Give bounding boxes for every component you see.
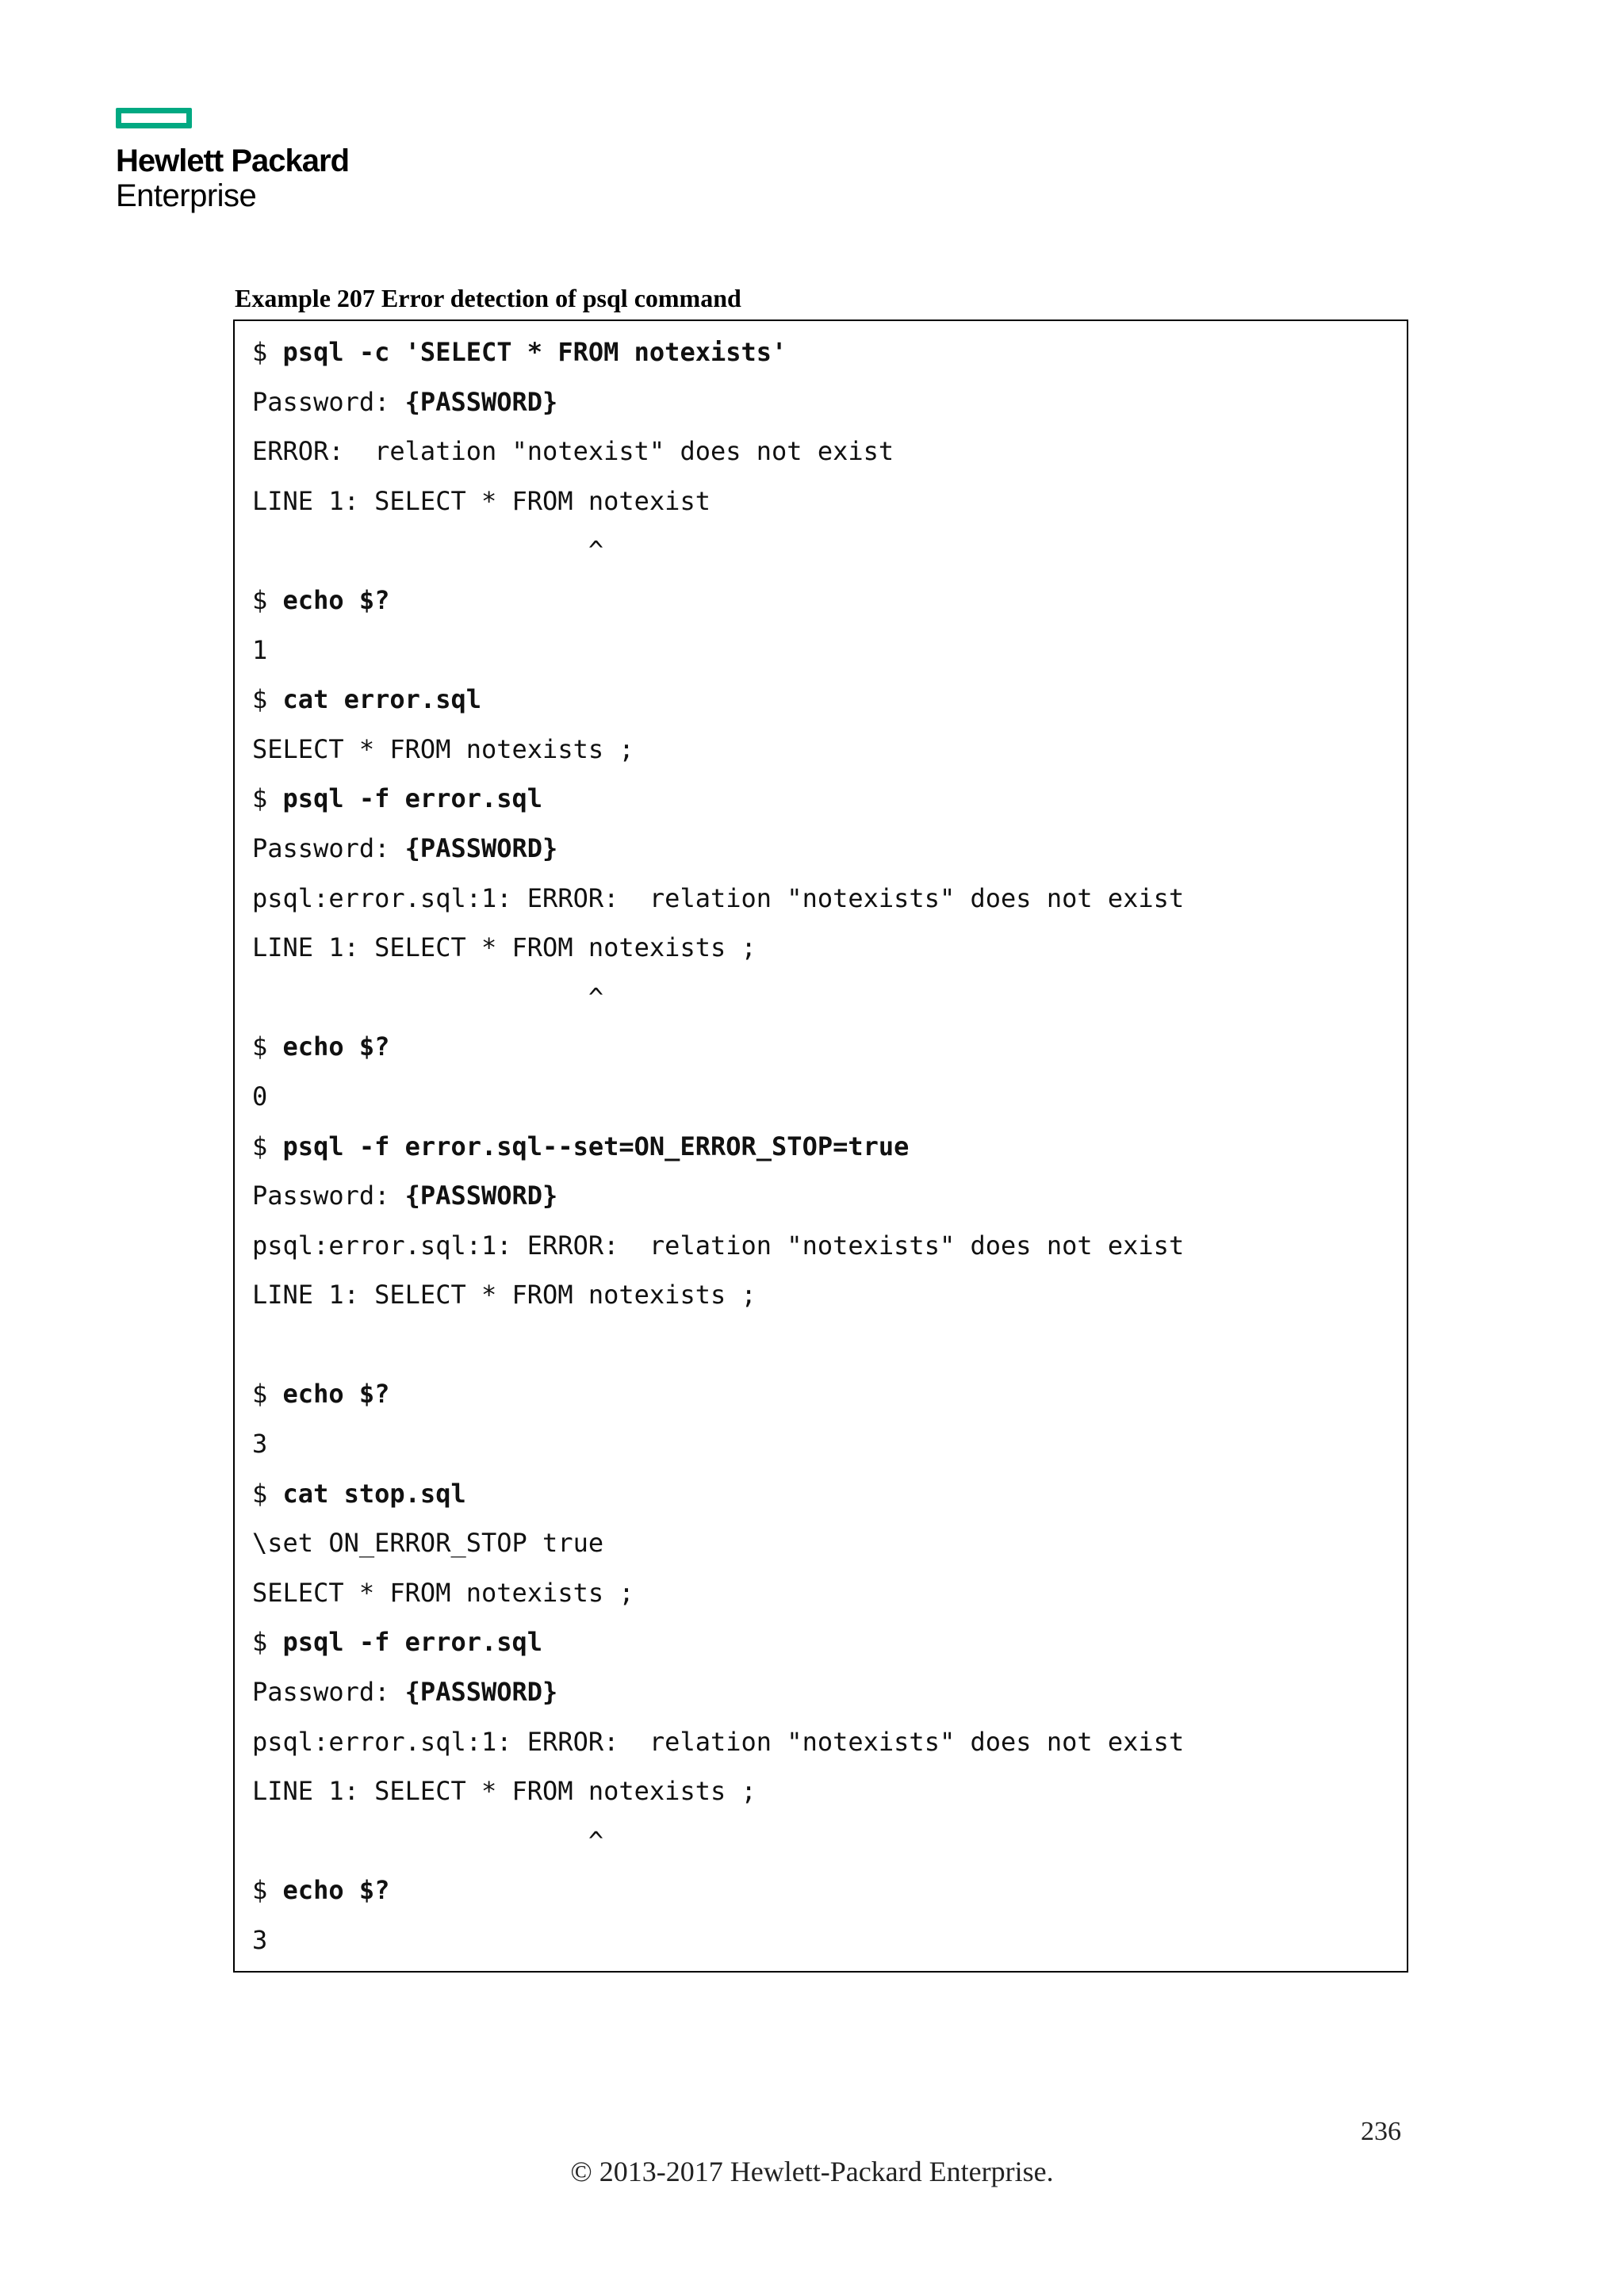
code-line xyxy=(252,427,1407,476)
code-line xyxy=(252,923,1407,973)
code-line-text: 1 xyxy=(252,634,268,665)
code-line xyxy=(252,1022,1407,1072)
logo-text-line1: Hewlett Packard xyxy=(116,144,350,178)
code-line xyxy=(252,1320,1407,1370)
code-line-text: $ xyxy=(252,337,283,367)
code-line xyxy=(252,1270,1407,1320)
code-line-text: Password: xyxy=(252,1677,405,1708)
code-line xyxy=(252,327,1407,377)
code-line xyxy=(252,1369,1407,1419)
code-line-command: cat stop.sql xyxy=(282,1478,466,1509)
code-line-text: \set ON_ERROR_STOP true xyxy=(252,1528,604,1559)
code-line-command: {PASSWORD} xyxy=(404,1181,558,1211)
code-line-text: Password: xyxy=(252,832,405,863)
example-caption: Example 207 Error detection of psql command xyxy=(235,284,741,312)
hpe-logo xyxy=(116,108,370,212)
code-line xyxy=(252,1717,1407,1767)
code-line-command: echo $? xyxy=(282,1379,390,1410)
code-line xyxy=(252,973,1407,1023)
copyright-notice: © 2013-2017 Hewlett-Packard Enterprise. xyxy=(570,2156,1054,2187)
code-line xyxy=(252,1766,1407,1816)
code-line xyxy=(252,1617,1407,1667)
code-block xyxy=(233,320,1408,1973)
code-line-text: SELECT * FROM notexists ; xyxy=(252,733,634,764)
code-line-text: $ xyxy=(252,1627,283,1658)
code-line-text: $ xyxy=(252,684,283,715)
code-line-text: $ xyxy=(252,1379,283,1410)
code-line xyxy=(252,626,1407,675)
code-line-command: psql -f error.sql--set=ON_ERROR_STOP=true xyxy=(282,1131,910,1161)
code-line xyxy=(252,1072,1407,1122)
page-number: 236 xyxy=(1361,2117,1401,2146)
code-line xyxy=(252,874,1407,924)
code-line-text: Password: xyxy=(252,386,405,417)
logo-text-line2: Enterprise xyxy=(116,178,257,213)
code-line xyxy=(252,1915,1407,1965)
code-line xyxy=(252,1518,1407,1568)
code-line-text: $ xyxy=(252,1478,283,1509)
code-line-text: $ xyxy=(252,783,283,814)
code-line xyxy=(252,725,1407,775)
code-line xyxy=(252,476,1407,526)
code-line-command: cat error.sql xyxy=(282,684,481,715)
code-line xyxy=(252,377,1407,427)
code-line xyxy=(252,1667,1407,1717)
code-line-command: psql -f error.sql xyxy=(282,783,543,814)
code-line-text: Password: xyxy=(252,1181,405,1211)
code-line xyxy=(252,1221,1407,1271)
code-line xyxy=(252,576,1407,626)
code-line-command: echo $? xyxy=(282,1031,390,1062)
code-line-command: {PASSWORD} xyxy=(404,832,558,863)
code-line-text: $ xyxy=(252,1131,283,1161)
code-line-text: ^ xyxy=(252,982,604,1012)
code-line-text: ^ xyxy=(252,1825,604,1856)
code-line-text: $ xyxy=(252,1031,283,1062)
hpe-logo-mark xyxy=(116,108,192,128)
code-line-text: SELECT * FROM notexists ; xyxy=(252,1577,634,1608)
code-line-command: echo $? xyxy=(282,1875,390,1906)
code-line-text: 0 xyxy=(252,1081,268,1112)
code-line xyxy=(252,1419,1407,1469)
code-line xyxy=(252,675,1407,725)
code-line-text: psql:error.sql:1: ERROR: relation "notexists" does not exist xyxy=(252,1230,1185,1261)
code-line-command: {PASSWORD} xyxy=(404,386,558,417)
code-line xyxy=(252,824,1407,874)
code-line xyxy=(252,1816,1407,1866)
code-line-text: psql:error.sql:1: ERROR: relation "notexists" does not exist xyxy=(252,882,1185,913)
code-line xyxy=(252,1122,1407,1172)
code-line xyxy=(252,1469,1407,1519)
code-line-text: LINE 1: SELECT * FROM notexist xyxy=(252,485,710,516)
code-line-text: 3 xyxy=(252,1429,268,1460)
code-line-text: $ xyxy=(252,1875,283,1906)
code-line-text: ^ xyxy=(252,535,604,566)
code-line xyxy=(252,1568,1407,1618)
code-line-text: $ xyxy=(252,584,283,615)
code-line-text: psql:error.sql:1: ERROR: relation "notexists" does not exist xyxy=(252,1726,1185,1757)
code-line-command: {PASSWORD} xyxy=(404,1677,558,1708)
code-line xyxy=(252,1866,1407,1915)
code-line-text: LINE 1: SELECT * FROM notexists ; xyxy=(252,1776,756,1807)
code-line-text: ERROR: relation "notexist" does not exist xyxy=(252,436,894,467)
code-line-text: LINE 1: SELECT * FROM notexists ; xyxy=(252,932,756,963)
code-line-text: LINE 1: SELECT * FROM notexists ; xyxy=(252,1280,756,1311)
code-line-command: echo $? xyxy=(282,584,390,615)
code-line-command: psql -f error.sql xyxy=(282,1627,543,1658)
code-line-text: 3 xyxy=(252,1925,268,1955)
code-line xyxy=(252,774,1407,824)
code-line xyxy=(252,1171,1407,1221)
code-line-command: psql -c 'SELECT * FROM notexists' xyxy=(282,337,787,367)
code-line xyxy=(252,526,1407,576)
